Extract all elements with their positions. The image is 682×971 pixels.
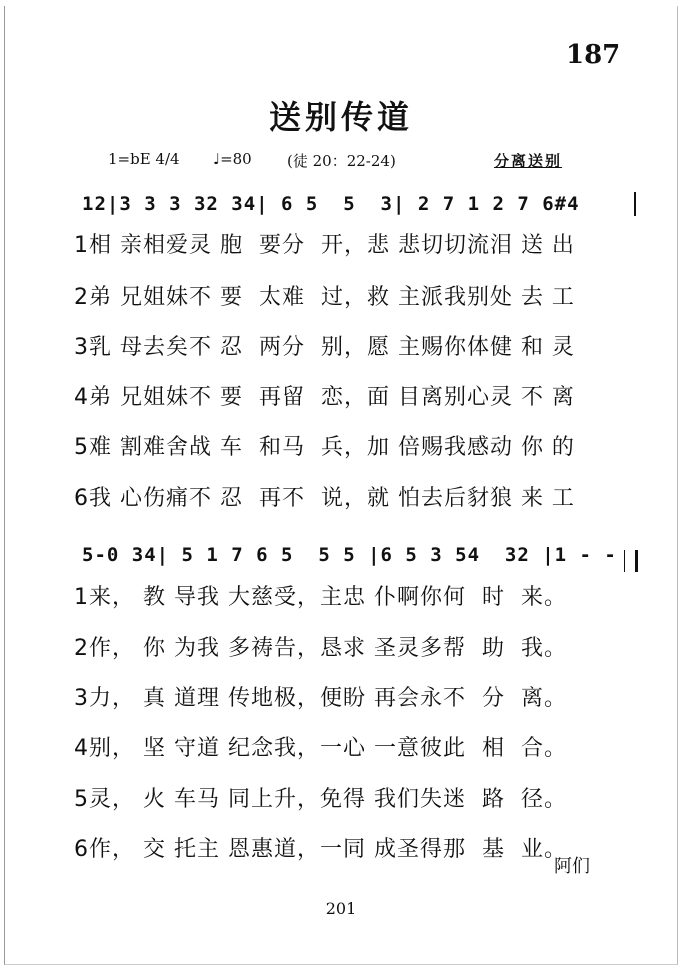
lyric-line: 4弟 兄姐妹不 要 再留 恋，面 目离别心灵 不 离 bbox=[74, 385, 575, 410]
lyric-line: 2弟 兄姐妹不 要 太难 过，救 主派我别处 去 工 bbox=[74, 285, 575, 310]
hymn-subtitle: 分离送别 bbox=[494, 152, 563, 170]
final-bar-line bbox=[624, 550, 638, 572]
lyric-line: 6作， 交 托主 恩惠道，一同 成圣得那 基 业。 bbox=[74, 837, 567, 862]
lyric-line: 2作， 你 为我 多祷告，恳求 圣灵多帮 助 我。 bbox=[74, 636, 567, 661]
amen-text: 阿们 bbox=[554, 856, 590, 877]
hymn-title: 送别传道 bbox=[268, 98, 413, 136]
notation-line-2: 5-0 34| 5 1 7 6 5 5 5 |6 5 3 54 32 |1 - - bbox=[82, 544, 617, 566]
lyric-line: 5难 割难舍战 车 和马 兵，加 倍赐我感动 你 的 bbox=[74, 435, 575, 460]
hymn-number: 187 bbox=[566, 40, 621, 70]
scripture-reference: (徒 20：22-24) bbox=[287, 152, 396, 170]
lyric-line: 1相 亲相爱灵 胞 要分 开，悲 悲切切流泪 送 出 bbox=[74, 233, 575, 258]
page-number: 201 bbox=[325, 899, 357, 918]
bar-line bbox=[634, 192, 636, 216]
lyric-line: 4别， 坚 守道 纪念我，一心 一意彼此 相 合。 bbox=[74, 736, 567, 761]
lyric-line: 3力， 真 道理 传地极，便盼 再会永不 分 离。 bbox=[74, 686, 567, 711]
lyric-line: 5灵， 火 车马 同上升，免得 我们失迷 路 径。 bbox=[74, 787, 567, 812]
lyric-line: 1来， 教 导我 大慈受，主忠 仆啊你何 时 来。 bbox=[74, 585, 567, 610]
notation-line-1: 12|3 3 3 32 34| 6 5 5 3| 2 7 1 2 7 6#4 bbox=[82, 193, 580, 215]
lyric-line: 3乳 母去矣不 忍 两分 别，愿 主赐你体健 和 灵 bbox=[74, 335, 575, 360]
key-signature: 1=bE 4/4 bbox=[108, 150, 180, 168]
tempo-marking: ♩=80 bbox=[213, 150, 252, 168]
lyric-line: 6我 心伤痛不 忍 再不 说，就 怕去后豺狼 来 工 bbox=[74, 486, 575, 511]
